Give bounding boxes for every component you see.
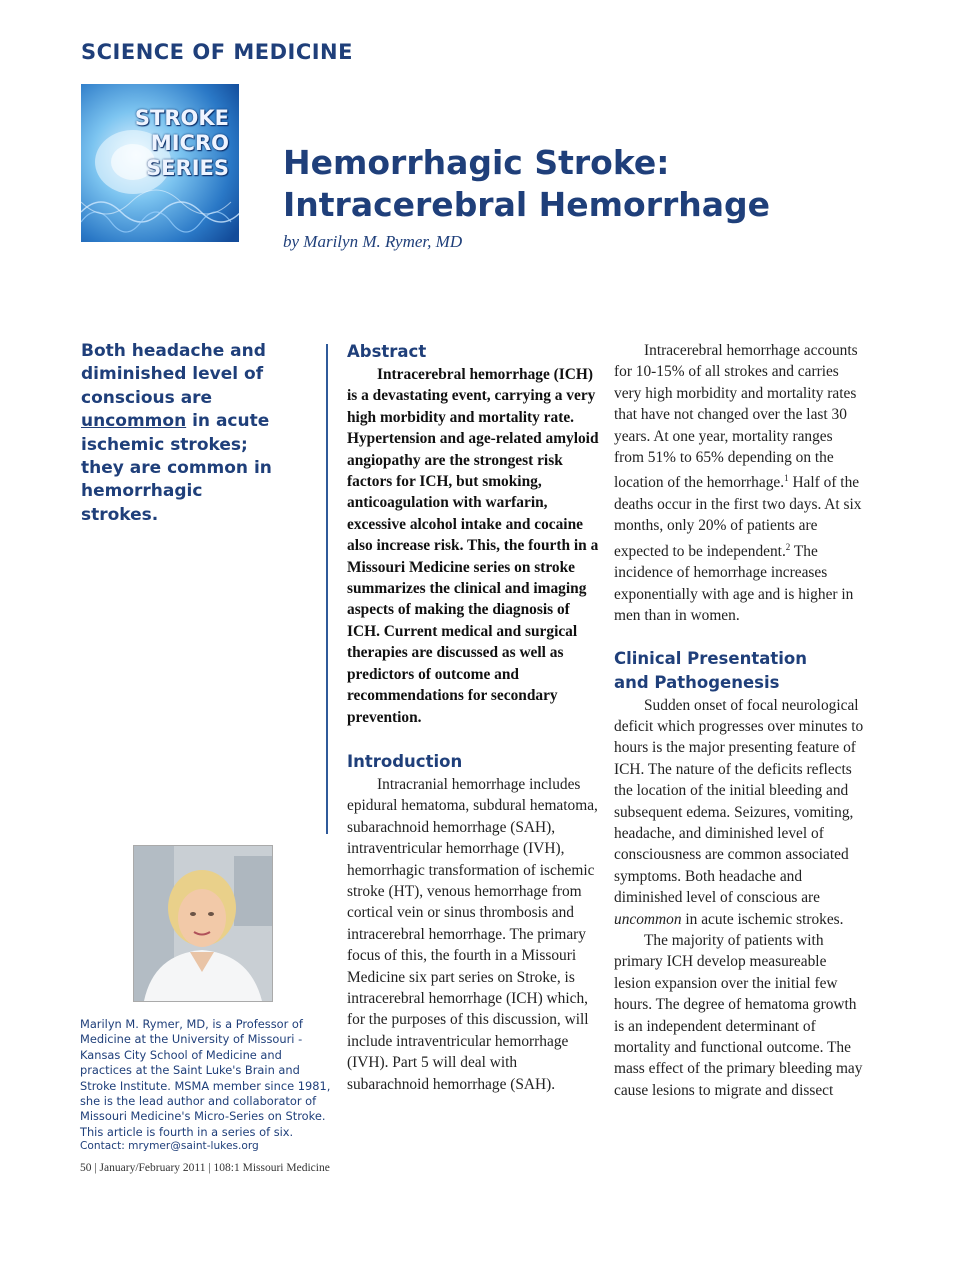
para1-part-b: Half of the deaths occur in the first two days. At six months, only 20% of patients are expected to be independent. <box>614 474 862 560</box>
para2-part-a: Sudden onset of focal neurological deficit which progresses over minutes to hours is the major presenting feature of ICH. The nature of the deficits reflects the location of the initial bleeding and subsequent edema. Seizures, vomiting, headache, and diminished level of consciousness are common associated symptoms. Both headache and diminished level of conscious are <box>614 696 864 907</box>
pull-quote-part-2: in acute ischemic strokes; they are common in hemorrhagic strokes. <box>81 411 272 525</box>
middle-column <box>347 340 602 1095</box>
para2-part-b: in acute ischemic strokes. <box>681 910 844 928</box>
clinical-heading-line-2: and Pathogenesis <box>614 672 780 692</box>
section-title: SCIENCE OF MEDICINE <box>81 40 353 64</box>
para2-italic: uncommon <box>614 910 682 928</box>
clinical-paragraph-2: The majority of patients with primary ICH develop measureable lesion expansion over the initial few hours. The degree of hematoma growth is an independent determinant of mortality and functional outcome. The mass effect of the primary bleeding may cause lesions to migrate and dissect <box>614 932 863 1099</box>
introduction-text: Intracranial hemorrhage includes epidural hematoma, subdural hematoma, subarachnoid hemorrhage (SAH), intraventricular hemorrhage (IVH), hemorrhagic transformation of ischemic stroke (HT), venous hemorrhage from cortical vein or sinus thrombosis and intracerebral hemorrhage. The primary focus of this, the fourth in a Missouri Medicine six part series on Stroke, is intracerebral hemorrhage (ICH) which, for the purposes of this discussion, will include intraventricular hemorrhage (IVH). Part 5 will deal with subarachnoid hemorrhage (SAH). <box>347 775 598 1093</box>
logo-line-3: SERIES <box>146 156 229 180</box>
introduction-heading: Introduction <box>347 751 463 771</box>
clinical-paragraph-1 <box>614 695 866 930</box>
para1-part-a: Intracerebral hemorrhage accounts for 10-15% of all strokes and carries very high morbidity and mortality rates that have not changed over the last 30 years. At one year, mortality ranges from 51% to 65% depending on the location of the hemorrhage. <box>614 342 858 492</box>
clinical-heading-line-1: Clinical Presentation <box>614 648 807 668</box>
clinical-presentation-heading <box>614 647 866 695</box>
author-contact: Contact: mrymer@saint-lukes.org <box>80 1140 259 1152</box>
abstract-heading: Abstract <box>347 342 427 361</box>
right-column <box>614 340 866 1101</box>
reference-2: 2 <box>785 541 791 552</box>
pull-quote-underlined: uncommon <box>81 411 187 432</box>
pull-quote-part-1: Both headache and diminished level of conscious are <box>81 341 266 408</box>
intro-paragraph-2 <box>614 340 866 627</box>
para1-part-c: The incidence of hemorrhage increases exponentially with age and is higher in men than in women. <box>614 542 854 625</box>
stroke-micro-series-logo <box>81 84 239 242</box>
article-title <box>283 142 843 226</box>
page-footer: 50 | January/February 2011 | 108:1 Missouri Medicine <box>80 1162 330 1174</box>
logo-line-1: STROKE <box>134 106 229 130</box>
byline: by Marilyn M. Rymer, MD <box>283 232 463 251</box>
reference-1: 1 <box>784 473 789 484</box>
logo-line-2: MICRO <box>150 131 229 155</box>
author-photo <box>133 845 273 1002</box>
column-rule <box>326 344 328 834</box>
article-title-line-2: Intracerebral Hemorrhage <box>283 185 771 224</box>
abstract-text: Intracerebral hemorrhage (ICH) is a devastating event, carrying a very high morbidity and mortality rate. Hypertension and age-related amyloid angiopathy are the strongest risk factors for ICH, but smoking, anticoagulation with warfarin, excessive alcohol intake and cocaine also increase risk. This, the fourth in a Missouri Medicine series on stroke summarizes the clinical and imaging aspects of making the diagnosis of ICH. Current medical and surgical therapies are discussed as well as predictors of outcome and recommendations for secondary prevention. <box>347 366 599 726</box>
article-title-line-1: Hemorrhagic Stroke: <box>283 143 670 182</box>
author-bio: Marilyn M. Rymer, MD, is a Professor of Medicine at the University of Missouri - Kansas City School of Medicine and practices at the Saint Luke's Brain and Stroke Institute. MSMA member since 1981, she is the lead author and collaborator of Missouri Medicine's Micro-Series on Stroke. This article is fourth in a series of six. <box>80 1017 331 1139</box>
pull-quote <box>81 340 281 527</box>
